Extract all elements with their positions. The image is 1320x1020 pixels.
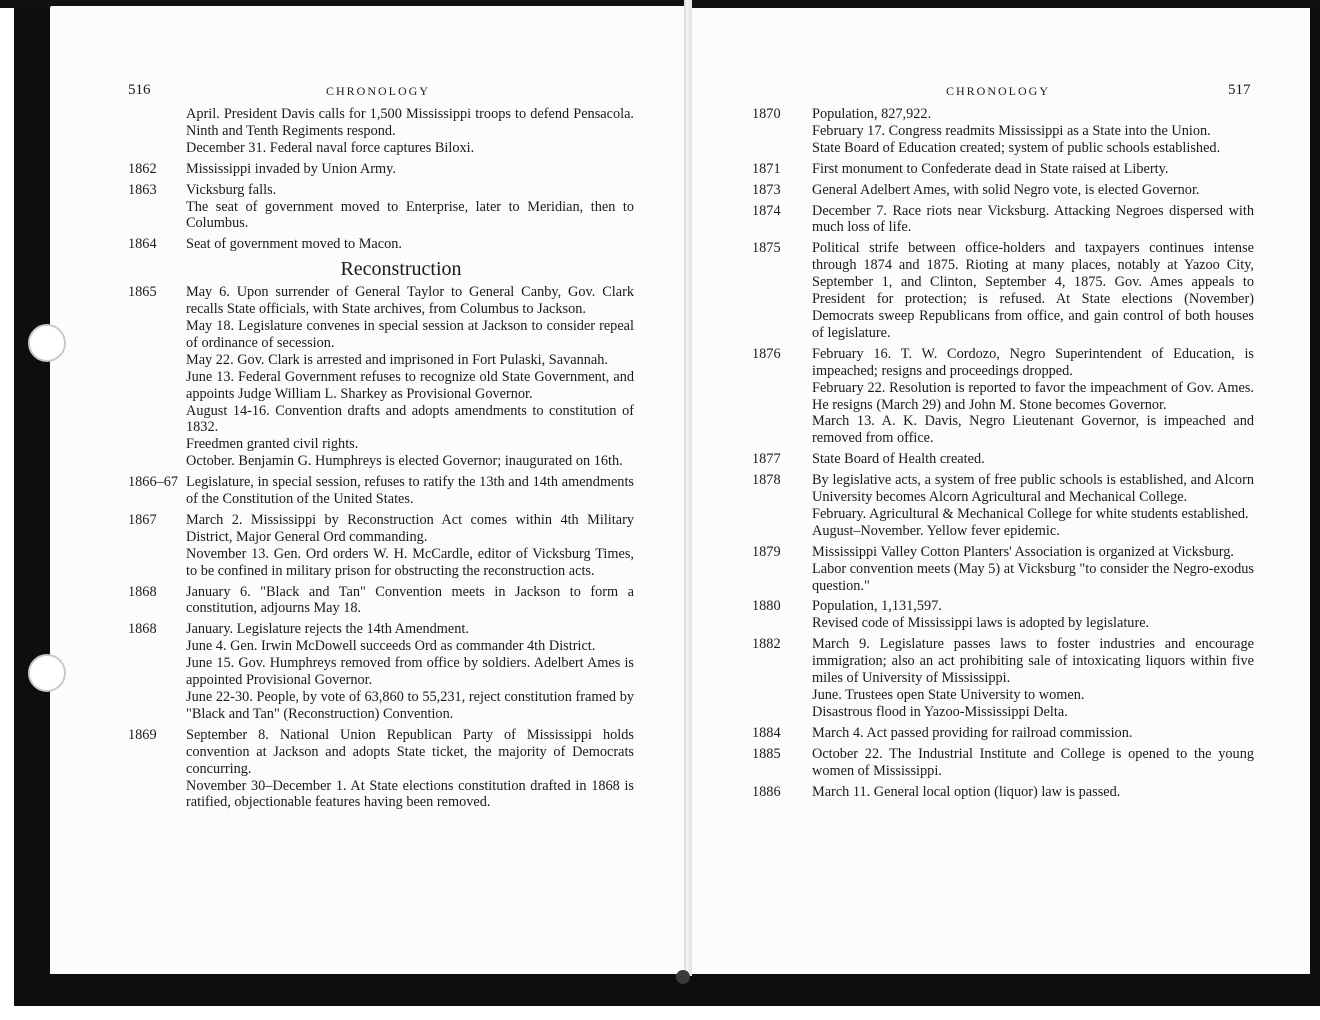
chronology-entry	[752, 784, 1254, 801]
entry-body	[812, 106, 1254, 157]
entry-text: May 6. Upon surrender of General Taylor to General Canby, Gov. Clark recalls State officials, with State archives, from Columbus to Jackson.	[186, 284, 634, 318]
entry-text: March 13. A. K. Davis, Negro Lieutenant Governor, is impeached and removed from office.	[812, 413, 1254, 447]
entry-text: August 14-16. Convention drafts and adopts amendments to constitution of 1832.	[186, 402, 634, 436]
entry-text: Disastrous flood in Yazoo-Mississippi Delta.	[812, 703, 1068, 720]
chronology-entry	[128, 182, 634, 233]
entry-year: 1879	[752, 543, 781, 560]
punch-hole	[28, 324, 66, 362]
page-number-left: 516	[128, 82, 151, 98]
entry-text: First monument to Confederate dead in State raised at Liberty.	[812, 160, 1169, 177]
entry-text: January 6. "Black and Tan" Convention meets in Jackson to form a constitution, adjourns May 18.	[186, 583, 634, 617]
entry-text: General Adelbert Ames, with solid Negro vote, is elected Governor.	[812, 181, 1200, 198]
entry-text: February 22. Resolution is reported to favor the impeachment of Gov. Ames. He resigns (March 29) and John M. Stone becomes Governor.	[812, 379, 1254, 413]
entry-text: March 2. Mississippi by Reconstruction Act comes within 4th Military District, Major General Ord commanding.	[186, 511, 634, 545]
page-number-right: 517	[1228, 82, 1251, 98]
chronology-entry	[128, 161, 634, 178]
entry-year: 1885	[752, 745, 781, 762]
entry-text: February 17. Congress readmits Mississippi as a State into the Union.	[812, 122, 1211, 139]
binding-mark	[676, 970, 690, 984]
entry-year: 1862	[128, 160, 157, 177]
entry-text: Labor convention meets (May 5) at Vicksburg "to consider the Negro-exodus question."	[812, 560, 1254, 594]
chronology-entry	[128, 284, 634, 470]
chronology-entry	[752, 598, 1254, 632]
entry-text: December 31. Federal naval force captures Biloxi.	[186, 139, 475, 156]
entry-body	[812, 598, 1254, 632]
entry-year: 1873	[752, 181, 781, 198]
entry-text: September 8. National Union Republican Party of Mississippi holds convention at Jackson and adopts State ticket, the majority of Democrats concurring.	[186, 726, 634, 777]
entry-text: Legislature, in special session, refuses to ratify the 13th and 14th amendments of the Constitution of the United States.	[186, 474, 634, 508]
running-head-left: CHRONOLOGY	[326, 84, 430, 98]
left-chronology	[128, 106, 634, 815]
entry-text: April. President Davis calls for 1,500 Mississippi troops to defend Pensacola. Ninth and Tenth Regiments respond.	[186, 106, 634, 139]
entry-body	[812, 746, 1254, 780]
chronology-entry	[752, 746, 1254, 780]
entry-year: 1878	[752, 472, 781, 489]
entry-year: 1875	[752, 240, 781, 257]
entry-year: 1886	[752, 783, 781, 800]
entry-body	[812, 161, 1254, 178]
chronology-entry	[752, 203, 1254, 237]
entry-year: 1863	[128, 181, 157, 198]
entry-year: 1868	[128, 621, 157, 638]
entry-text: November 13. Gen. Ord orders W. H. McCardle, editor of Vicksburg Times, to be confined in military prison for obstructing the reconstruction acts.	[186, 545, 634, 579]
entry-year: 1880	[752, 598, 781, 615]
entry-body	[812, 203, 1254, 237]
chronology-entry	[752, 472, 1254, 540]
entries-list	[752, 106, 1254, 800]
entry-text: The seat of government moved to Enterprise, later to Meridian, then to Columbus.	[186, 198, 634, 232]
entry-text: October 22. The Industrial Institute and College is opened to the young women of Mississippi.	[812, 745, 1254, 779]
entry-year: 1871	[752, 160, 781, 177]
entry-text: Population, 1,131,597.	[812, 598, 942, 615]
entry-text: Mississippi invaded by Union Army.	[186, 160, 396, 177]
chronology-entry	[752, 636, 1254, 721]
entry-body	[186, 727, 634, 812]
entry-body	[186, 182, 634, 233]
entry-year: 1867	[128, 511, 157, 528]
punch-hole	[28, 654, 66, 692]
entry-text: August–November. Yellow fever epidemic.	[812, 522, 1060, 539]
entry-year: 1865	[128, 284, 157, 301]
entry-text: November 30–December 1. At State elections constitution drafted in 1868 is ratified, objectionable features having been removed.	[186, 777, 634, 811]
scan-shadow-bottom	[14, 974, 1320, 1006]
entry-year: 1870	[752, 106, 781, 122]
running-head-right: CHRONOLOGY	[946, 84, 1050, 98]
entry-body	[186, 236, 634, 253]
section-title: Reconstruction	[340, 258, 462, 281]
entry-body	[186, 512, 634, 580]
entry-text: Vicksburg falls.	[186, 181, 277, 198]
chronology-entry	[128, 621, 634, 722]
entry-body	[186, 621, 634, 722]
entry-year: 1877	[752, 451, 781, 468]
entry-year: 1864	[128, 236, 157, 253]
entry-text: Political strife between office-holders and taxpayers continues intense through 1874 and 1875. Rioting at many places, notably at Yazoo City, September 1, and Clinton, September 4, 1875. Gov. Ames appeals to President for protection; is refused. At State elections (November) Democrats sweep Republicans from office, and gain control of both houses of legislature.	[812, 240, 1254, 341]
chronology-entry	[128, 236, 634, 253]
entry-body	[186, 584, 634, 618]
book-gutter	[684, 0, 692, 976]
entries-after-section	[128, 284, 634, 811]
chronology-entry	[128, 727, 634, 812]
chronology-entry	[128, 106, 634, 157]
chronology-entry	[752, 451, 1254, 468]
chronology-entry	[752, 161, 1254, 178]
entry-text: State Board of Education created; system of public schools established.	[812, 139, 1221, 156]
entry-text: February 16. T. W. Cordozo, Negro Superintendent of Education, is impeached; resigns and proceedings dropped.	[812, 345, 1254, 379]
entry-body	[812, 451, 1254, 468]
chronology-entry	[128, 584, 634, 618]
entry-text: Seat of government moved to Macon.	[186, 236, 402, 253]
entry-year	[128, 106, 186, 157]
entry-year: 1876	[752, 345, 781, 362]
entry-text: May 18. Legislature convenes in special session at Jackson to consider repeal of ordinance of secession.	[186, 317, 634, 351]
entry-year: 1866–67	[128, 474, 179, 491]
entry-year: 1868	[128, 583, 157, 600]
entry-body	[186, 284, 634, 470]
entry-body	[186, 161, 634, 178]
entry-body	[812, 636, 1254, 721]
entry-text: May 22. Gov. Clark is arrested and imprisoned in Fort Pulaski, Savannah.	[186, 351, 608, 368]
entry-text: June. Trustees open State University to women.	[812, 687, 1085, 703]
entry-text: Population, 827,922.	[812, 106, 932, 122]
right-chronology	[752, 106, 1254, 804]
entry-year: 1882	[752, 636, 781, 653]
entry-body	[812, 544, 1254, 595]
entry-text: March 4. Act passed providing for railroad commission.	[812, 724, 1133, 741]
chronology-entry	[752, 106, 1254, 157]
entry-text: June 4. Gen. Irwin McDowell succeeds Ord as commander 4th District.	[186, 638, 596, 655]
chronology-entry	[128, 512, 634, 580]
entry-body	[812, 472, 1254, 540]
entry-body	[186, 106, 634, 157]
entry-year: 1874	[752, 202, 781, 219]
entry-body	[812, 784, 1254, 801]
entry-year: 1884	[752, 724, 781, 741]
entry-text: June 15. Gov. Humphreys removed from office by soldiers. Adelbert Ames is appointed Provisional Governor.	[186, 655, 634, 689]
entry-year: 1869	[128, 726, 157, 743]
entry-text: State Board of Health created.	[812, 451, 985, 468]
entry-text: January. Legislature rejects the 14th Amendment.	[186, 621, 469, 638]
entry-body	[812, 725, 1254, 742]
entry-text: March 11. General local option (liquor) law is passed.	[812, 783, 1121, 800]
entry-text: February. Agricultural & Mechanical College for white students established.	[812, 505, 1249, 522]
entries-before-section	[128, 106, 634, 253]
entry-text: June 13. Federal Government refuses to recognize old State Government, and appoints Judge William L. Sharkey as Provisional Governor.	[186, 368, 634, 402]
entry-text: March 9. Legislature passes laws to foster industries and encourage immigration; also an act prohibiting sale of intoxicating liquors within five miles of University of Mississippi.	[812, 636, 1254, 687]
chronology-entry	[752, 725, 1254, 742]
entry-body	[812, 346, 1254, 447]
chronology-entry	[752, 346, 1254, 447]
chronology-entry	[752, 240, 1254, 341]
chronology-entry	[752, 182, 1254, 199]
entry-text: June 22-30. People, by vote of 63,860 to 55,231, reject constitution framed by "Black and Tan" (Reconstruction) Convention.	[186, 689, 634, 722]
entry-body	[186, 474, 634, 508]
entry-text: October. Benjamin G. Humphreys is elected Governor; inaugurated on 16th.	[186, 453, 623, 470]
entry-text: By legislative acts, a system of free public schools is established, and Alcorn University becomes Alcorn Agricultural and Mechanical College.	[812, 472, 1254, 506]
chronology-entry	[752, 544, 1254, 595]
entry-body	[812, 182, 1254, 199]
entry-text: December 7. Race riots near Vicksburg. Attacking Negroes dispersed with much loss of life.	[812, 202, 1254, 236]
entry-text: Freedmen granted civil rights.	[186, 436, 359, 453]
chronology-entry	[128, 474, 634, 508]
entry-text: Revised code of Mississippi laws is adopted by legislature.	[812, 615, 1150, 632]
entry-text: Mississippi Valley Cotton Planters' Association is organized at Vicksburg.	[812, 543, 1235, 560]
entry-body	[812, 240, 1254, 341]
